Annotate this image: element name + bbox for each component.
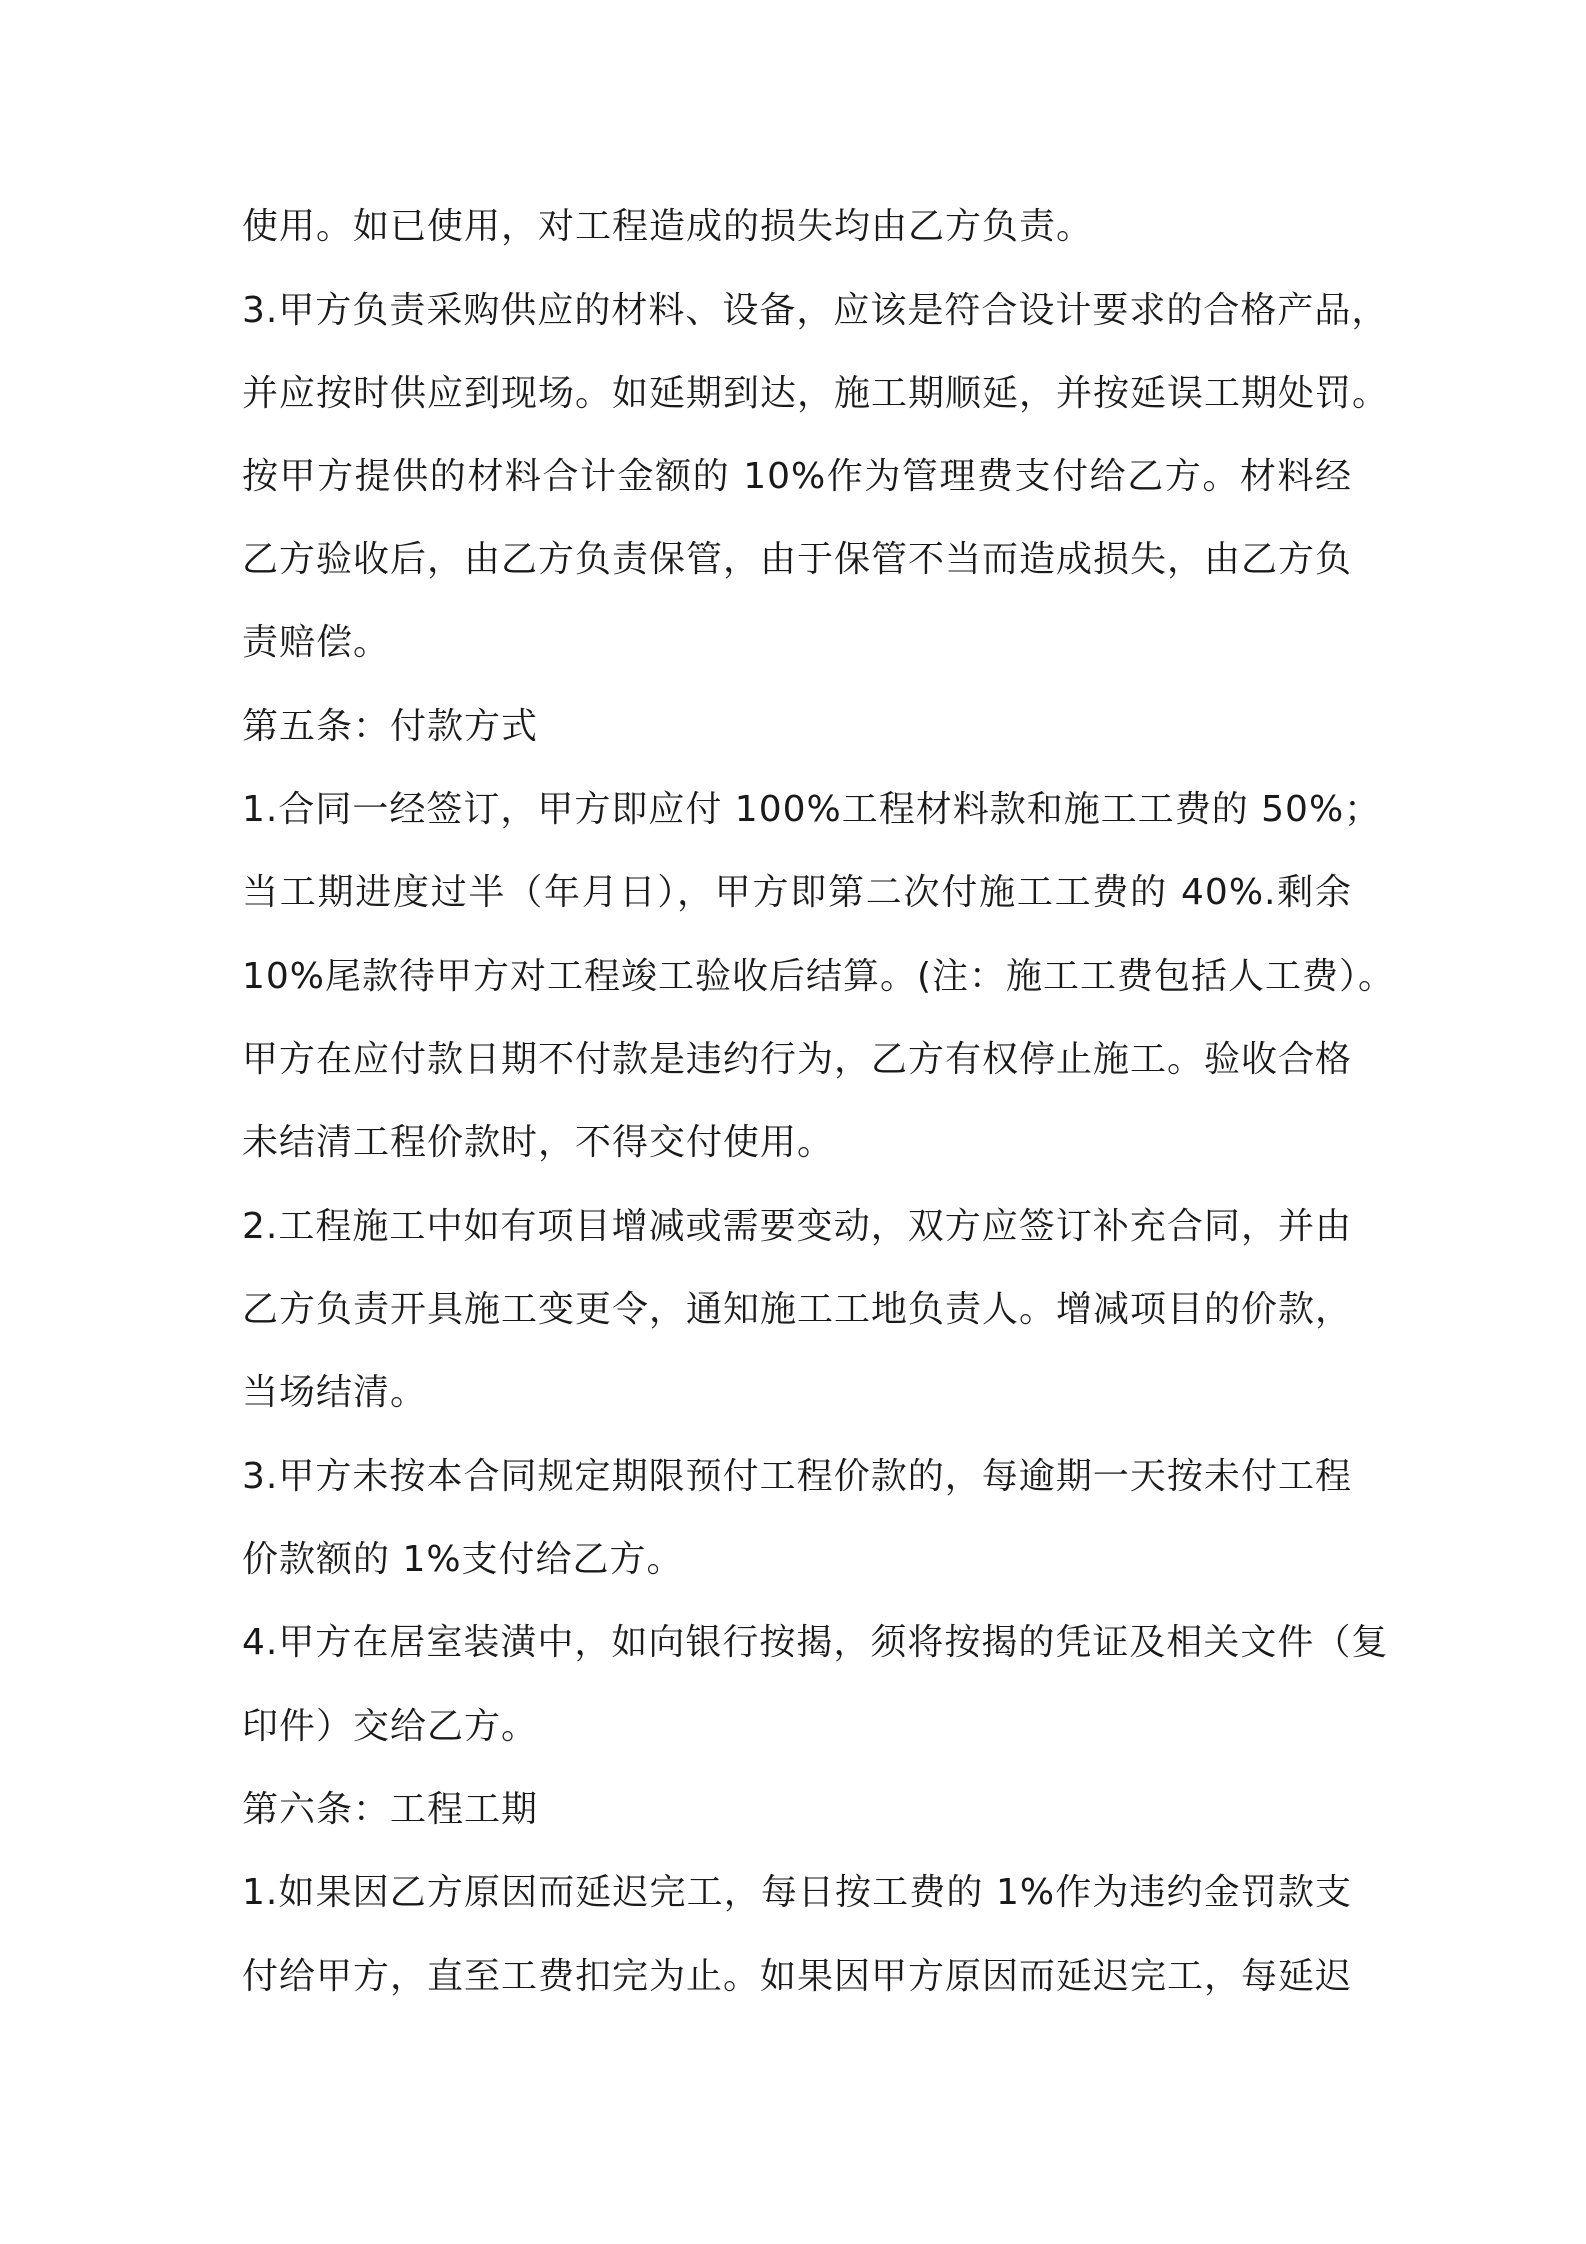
text-line: 4.甲方在居室装潢中，如向银行按揭，须将按揭的凭证及相关文件（复 xyxy=(242,1622,1389,1663)
text-line: 印件）交给乙方。 xyxy=(242,1706,539,1747)
text-line: 乙方验收后，由乙方负责保管，由于保管不当而造成损失，由乙方负 xyxy=(242,539,1353,580)
text-line: 按甲方提供的材料合计金额的 10%作为管理费支付给乙方。材料经 xyxy=(242,456,1352,497)
text-line: 并应按时供应到现场。如延期到达，施工期顺延，并按延误工期处罚。 xyxy=(242,373,1390,414)
text-line: 当场结清。 xyxy=(242,1372,428,1413)
text-line: 2.工程施工中如有项目增减或需要变动，双方应签订补充合同，并由 xyxy=(242,1206,1352,1247)
text-line: 1.合同一经签订，甲方即应付 100%工程材料款和施工工费的 50%； xyxy=(242,789,1382,830)
text-line: 3.甲方未按本合同规定期限预付工程价款的，每逾期一天按未付工程 xyxy=(242,1456,1352,1497)
text-line: 价款额的 1%支付给乙方。 xyxy=(242,1539,684,1580)
text-line: 3.甲方负责采购供应的材料、设备，应该是符合设计要求的合格产品， xyxy=(242,290,1389,331)
text-line: 1.如果因乙方原因而延迟完工，每日按工费的 1%作为违约金罚款支 xyxy=(242,1872,1352,1913)
text-line: 未结清工程价款时，不得交付使用。 xyxy=(242,1122,835,1163)
text-line: 甲方在应付款日期不付款是违约行为，乙方有权停止施工。验收合格 xyxy=(242,1039,1353,1080)
text-line: 10%尾款待甲方对工程竣工验收后结算。(注：施工工费包括人工费）。 xyxy=(242,956,1396,997)
text-line: 当工期进度过半（年月日），甲方即第二次付施工工费的 40%.剩余 xyxy=(242,872,1352,913)
text-line: 责赔偿。 xyxy=(242,622,391,663)
section-heading: 第五条：付款方式 xyxy=(242,706,539,747)
text-line: 乙方负责开具施工变更令，通知施工工地负责人。增减项目的价款， xyxy=(242,1289,1353,1330)
text-line: 使用。如已使用，对工程造成的损失均由乙方负责。 xyxy=(242,206,1094,247)
section-heading: 第六条：工程工期 xyxy=(242,1789,539,1830)
text-line: 付给甲方，直至工费扣完为止。如果因甲方原因而延迟完工，每延迟 xyxy=(242,1956,1353,1997)
